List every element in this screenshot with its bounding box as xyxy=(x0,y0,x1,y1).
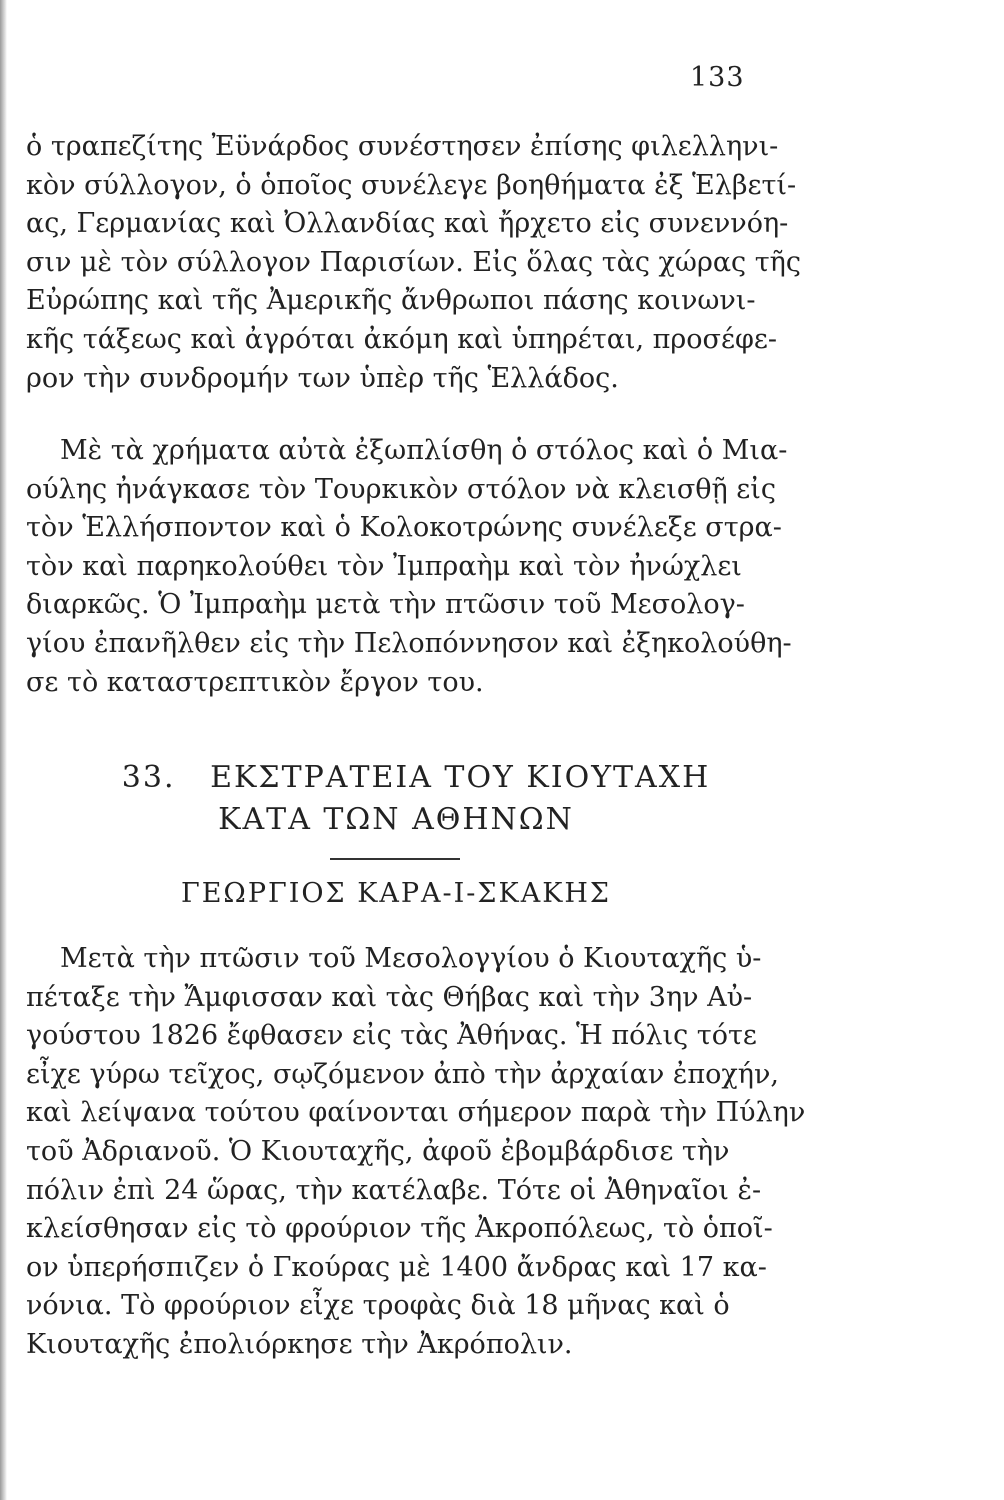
text-line: πόλιν ἐπὶ 24 ὥρας, τὴν κατέλαβε. Τότε οἱ Ἀθηναῖοι ἐ- xyxy=(26,1174,762,1206)
text-line: σιν μὲ τὸν σύλλογον Παρισίων. Εἰς ὅλας τὰς χώρας τῆς xyxy=(26,246,801,278)
paragraph-fleet xyxy=(26,432,792,702)
text-line: Κιουταχῆς ἐπολιόρκησε τὴν Ἀκρόπολιν. xyxy=(26,1328,573,1360)
text-line: γούστου 1826 ἔφθασεν εἰς τὰς Ἀθήνας. Ἡ πόλις τότε xyxy=(26,1020,757,1052)
text-line: τὸν καὶ παρηκολούθει τὸν Ἰμπραὴμ καὶ τὸν ἠνώχλει xyxy=(26,550,742,582)
text-line: Εὐρώπης καὶ τῆς Ἀμερικῆς ἄνθρωποι πάσης κοινωνι- xyxy=(26,285,756,317)
text-line: τοῦ Ἀδριανοῦ. Ὁ Κιουταχῆς, ἀφοῦ ἐβομβάρδισε τὴν xyxy=(26,1135,730,1167)
paragraph-kioutahis xyxy=(26,940,806,1365)
text-line: εἶχε γύρω τεῖχος, σῳζόμενον ἀπὸ τὴν ἀρχαίαν ἐποχήν, xyxy=(26,1058,779,1090)
section-title-line-2: ΚΑΤΑ ΤΩΝ ΑΘΗΝΩΝ xyxy=(218,802,574,837)
text-line: νόνια. Τὸ φρούριον εἶχε τροφὰς διὰ 18 μῆνας καὶ ὁ xyxy=(26,1290,730,1322)
text-line: ούλης ἠνάγκασε τὸν Τουρκικὸν στόλον νὰ κλεισθῇ εἰς xyxy=(26,473,776,505)
text-line: Μὲ τὰ χρήματα αὐτὰ ἐξωπλίσθη ὁ στόλος καὶ ὁ Μια- xyxy=(60,435,788,466)
page-binding-edge xyxy=(0,0,7,1500)
text-line: κλείσθησαν εἰς τὸ φρούριον τῆς Ἀκροπόλεως, τὸ ὁποῖ- xyxy=(26,1213,773,1245)
heading-rule xyxy=(330,858,460,860)
text-line: καὶ λείψανα τούτου φαίνονται σήμερον παρὰ τὴν Πύλην xyxy=(26,1097,806,1129)
text-line: γίου ἐπανῆλθεν εἰς τὴν Πελοπόννησον καὶ ἐξηκολούθη- xyxy=(26,627,792,659)
text-line: ρον τὴν συνδρομήν των ὑπὲρ τῆς Ἑλλάδος. xyxy=(26,362,619,394)
paragraph-continuation xyxy=(26,128,801,398)
section-title: 33. ΕΚΣΤΡΑΤΕΙΑ ΤΟΥ ΚΙΟΥΤΑΧΗ xyxy=(121,760,711,795)
text-line: διαρκῶς. Ὁ Ἰμπραὴμ μετὰ τὴν πτῶσιν τοῦ Μεσολογ- xyxy=(26,589,745,621)
text-line: τὸν Ἑλλήσποντον καὶ ὁ Κολοκοτρώνης συνέλεξε στρα- xyxy=(26,512,782,544)
text-line: ὁ τραπεζίτης Ἐϋνάρδος συνέστησεν ἐπίσης φιλελληνι- xyxy=(26,131,779,162)
text-line: ον ὑπερήσπιζεν ὁ Γκούρας μὲ 1400 ἄνδρας καὶ 17 κα- xyxy=(26,1251,767,1283)
text-line: κὸν σύλλογον, ὁ ὁποῖος συνέλεγε βοηθήματα ἐξ Ἑλβετί- xyxy=(26,169,797,201)
page-number: 133 xyxy=(690,62,745,93)
text-line: κῆς τάξεως καὶ ἀγρόται ἀκόμη καὶ ὑπηρέται, προσέφε- xyxy=(26,323,777,355)
author-heading: ΓΕΩΡΓΙΟΣ ΚΑΡΑ-Ι-ΣΚΑΚΗΣ xyxy=(180,878,611,909)
text-line: σε τὸ καταστρεπτικὸν ἔργον του. xyxy=(26,666,484,698)
text-line: Μετὰ τὴν πτῶσιν τοῦ Μεσολογγίου ὁ Κιουταχῆς ὑ- xyxy=(60,943,762,974)
text-line: ας, Γερμανίας καὶ Ὀλλανδίας καὶ ἤρχετο εἰς συνεννόη- xyxy=(26,208,789,240)
text-line: πέταξε τὴν Ἄμφισσαν καὶ τὰς Θήβας καὶ τὴν 3ην Αὐ- xyxy=(26,981,753,1013)
